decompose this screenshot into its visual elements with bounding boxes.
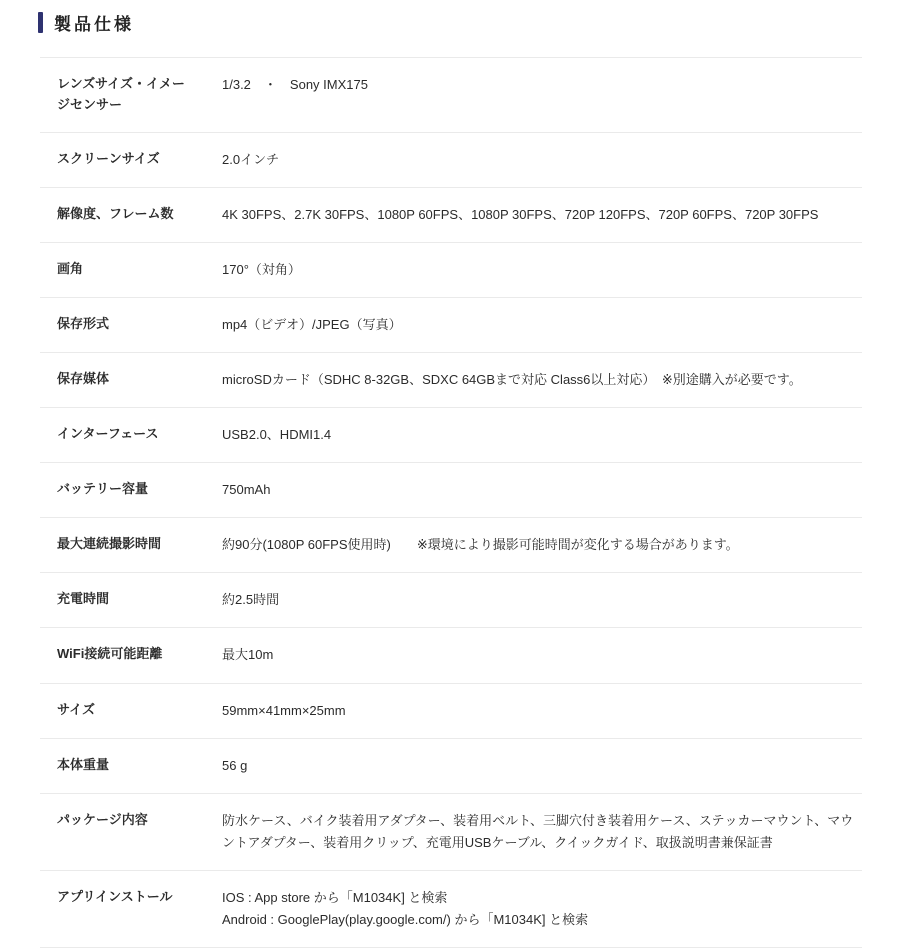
spec-label: スクリーンサイズ <box>57 150 160 166</box>
spec-value-line: mp4（ビデオ）/JPEG（写真） <box>222 316 402 332</box>
spec-row <box>40 132 862 187</box>
spec-value <box>222 424 862 446</box>
spec-value <box>222 314 862 336</box>
spec-row <box>40 572 862 627</box>
spec-value <box>222 259 862 281</box>
spec-value-line: 56 g <box>222 757 248 773</box>
spec-label: 保存媒体 <box>57 370 110 386</box>
spec-row <box>40 407 862 462</box>
spec-row <box>40 57 862 132</box>
spec-value-line: 750mAh <box>222 482 271 498</box>
spec-value-line: Android : GooglePlay(play.google.com/) から「M1034K] と検索 <box>222 912 589 927</box>
spec-value-line: 防水ケース、バイク装着用アダプター、装着用ベルト、三脚穴付き装着用ケース、ステッカーマウント、マウントアダプター、装着用クリップ、充電用USBケーブル、クイックガイド、取扱説明書兼保証書 <box>222 812 854 850</box>
spec-value-line: 2.0インチ <box>222 151 280 167</box>
spec-label: 画角 <box>57 260 84 276</box>
spec-label: レンズサイズ・イメージセンサー <box>57 76 185 112</box>
spec-row <box>40 870 862 948</box>
spec-value-line: 170°（対角） <box>222 261 301 277</box>
spec-value-line: IOS : App store から「M1034K] と検索 <box>222 889 448 905</box>
spec-label: 充電時間 <box>57 591 110 607</box>
spec-value <box>222 369 862 391</box>
spec-label: 最大連続撮影時間 <box>57 536 162 552</box>
spec-value <box>222 534 862 556</box>
accent-bar-icon <box>38 12 43 33</box>
spec-label: アプリインストール <box>57 888 173 904</box>
spec-value <box>222 74 862 96</box>
spec-table <box>40 57 862 948</box>
spec-value <box>222 204 862 226</box>
spec-label: パッケージ内容 <box>57 811 148 827</box>
spec-label: WiFi接続可能距離 <box>57 646 163 662</box>
spec-value-line: 59mm×41mm×25mm <box>222 702 346 718</box>
spec-value-line: 約2.5時間 <box>222 592 280 608</box>
spec-value-line: USB2.0、HDMI1.4 <box>222 427 332 443</box>
spec-row <box>40 683 862 738</box>
spec-value <box>222 700 862 722</box>
spec-value-line: 4K 30FPS、2.7K 30FPS、1080P 60FPS、1080P 30FPS、720P 120FPS、720P 60FPS、720P 30FPS <box>222 206 819 222</box>
spec-row <box>40 297 862 352</box>
spec-value <box>222 589 862 611</box>
spec-row <box>40 627 862 682</box>
spec-value <box>222 479 862 501</box>
spec-row <box>40 352 862 407</box>
spec-label: サイズ <box>57 701 95 717</box>
spec-value <box>222 887 862 931</box>
spec-label: 本体重量 <box>57 756 110 772</box>
spec-row <box>40 187 862 242</box>
spec-value <box>222 755 862 777</box>
spec-label: バッテリー容量 <box>57 481 149 497</box>
spec-value <box>222 644 862 666</box>
spec-label: 保存形式 <box>57 315 110 331</box>
spec-value-line: 最大10m <box>222 647 274 663</box>
spec-value-line: microSDカード（SDHC 8-32GB、SDXC 64GBまで対応 Class6以上対応） ※別途購入が必要です。 <box>222 371 802 387</box>
spec-value-line: 約90分(1080P 60FPS使用時) ※環境により撮影可能時間が変化する場合があります。 <box>222 537 739 553</box>
spec-label: 解像度、フレーム数 <box>57 205 174 221</box>
page-title: 製品仕様 <box>54 14 134 34</box>
spec-row <box>40 462 862 517</box>
spec-row <box>40 793 862 870</box>
section-header <box>0 0 900 34</box>
spec-value <box>222 149 862 171</box>
spec-label: インターフェース <box>57 426 159 442</box>
spec-value-line: 1/3.2 ・ Sony IMX175 <box>222 77 368 92</box>
spec-row <box>40 242 862 297</box>
spec-value <box>222 810 862 854</box>
spec-row <box>40 738 862 793</box>
spec-row <box>40 517 862 572</box>
